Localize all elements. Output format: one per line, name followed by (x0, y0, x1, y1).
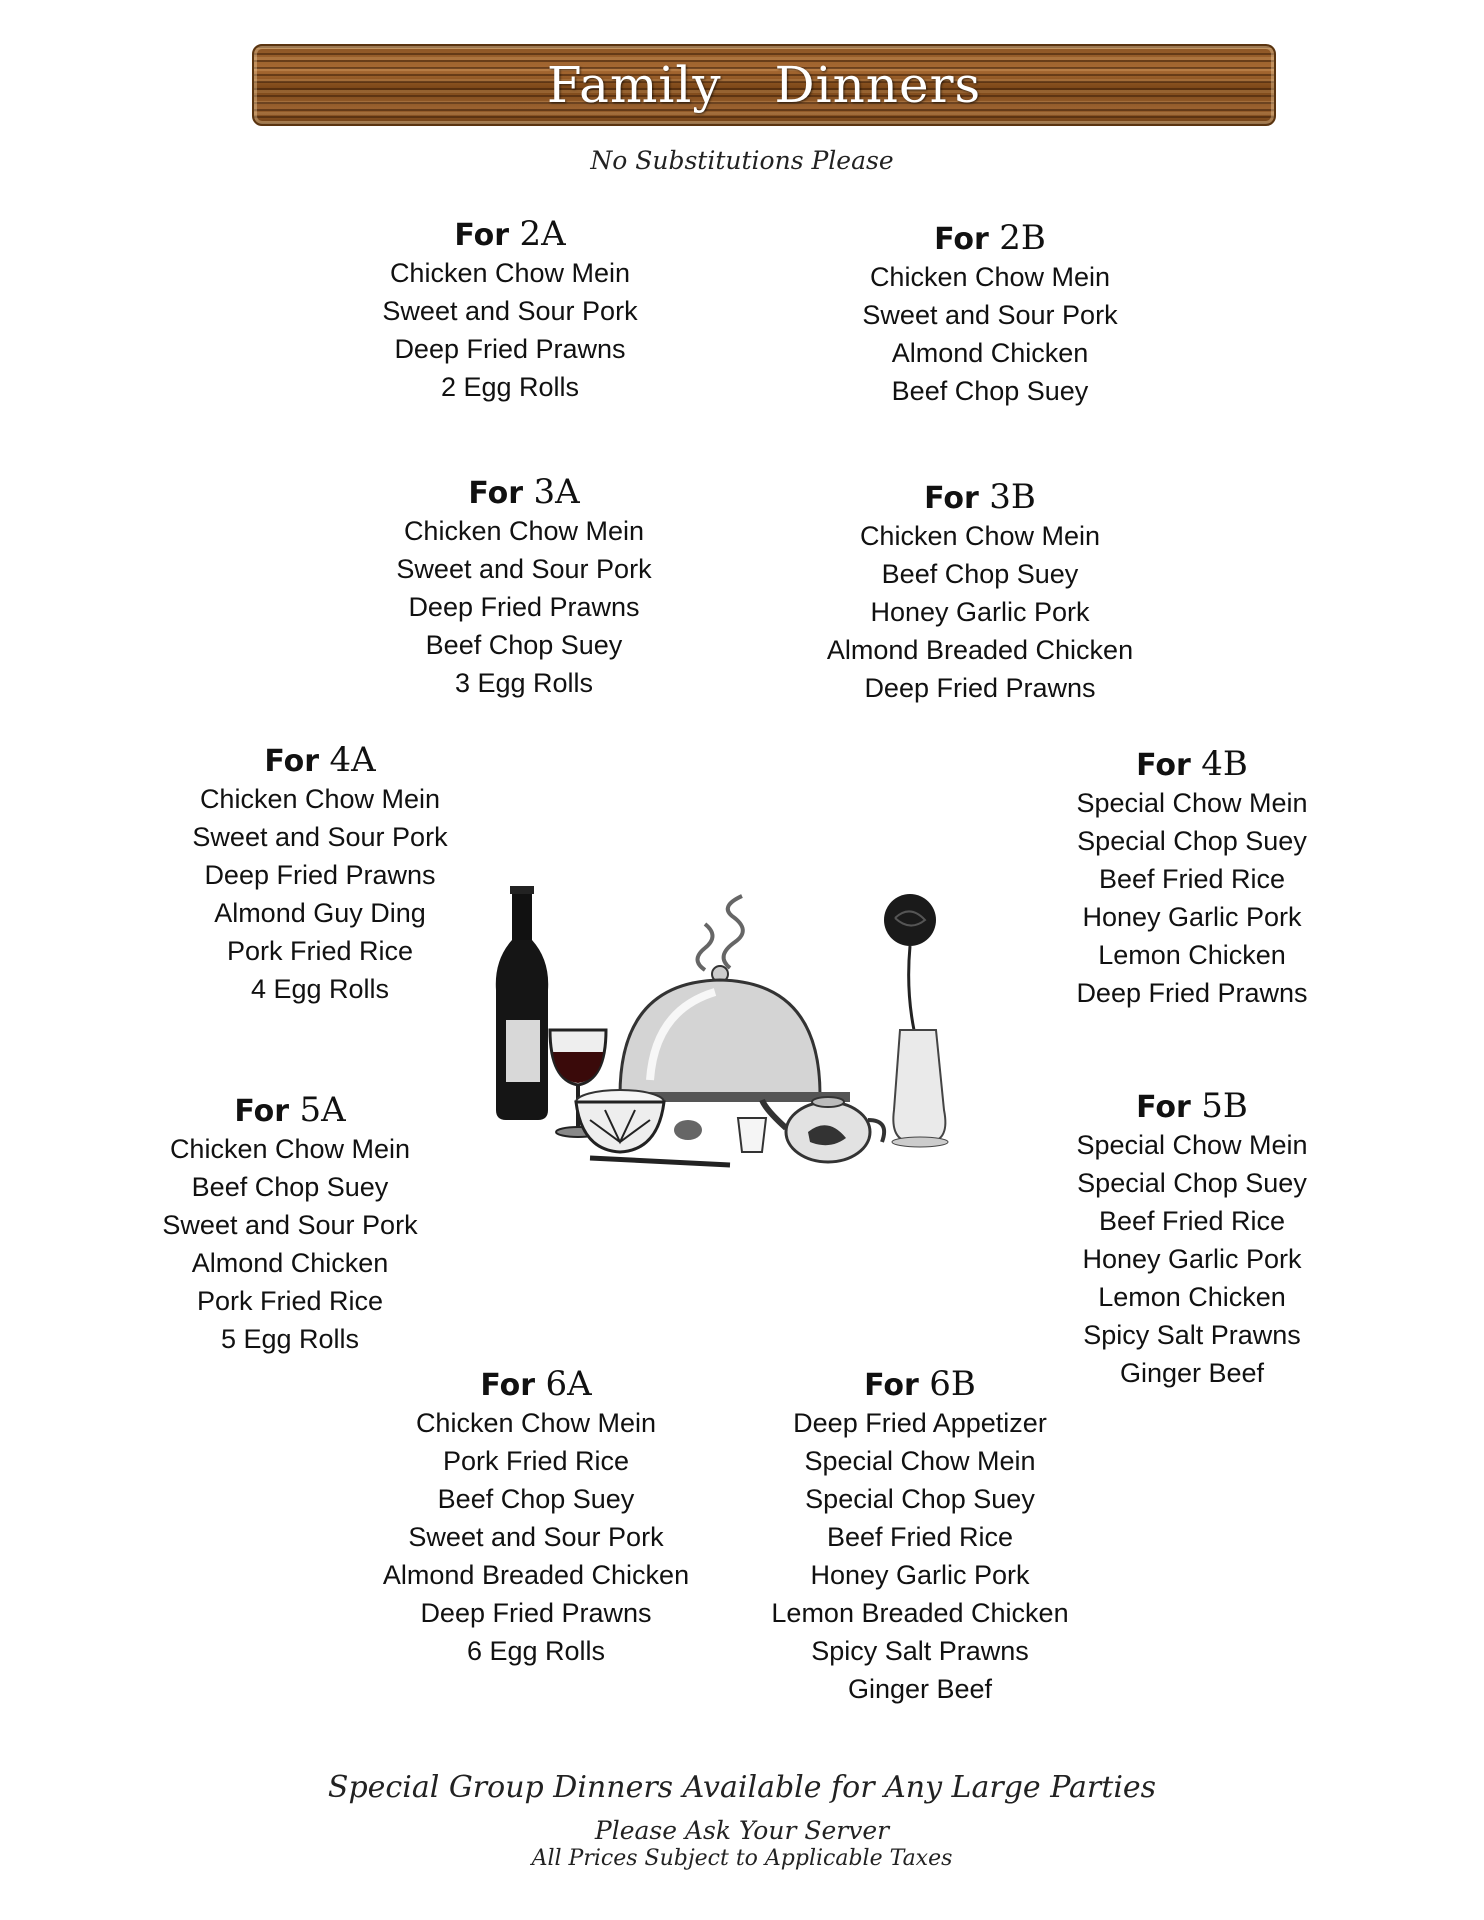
menu-for-3a (334, 472, 714, 702)
menu-item: 6 Egg Rolls (466, 1636, 606, 1666)
menu-heading (730, 1364, 1110, 1404)
menu-heading-label: For (480, 1368, 536, 1403)
menu-item: Beef Chop Suey (881, 559, 1079, 589)
menu-for-5b (1002, 1086, 1382, 1392)
menu-item: Almond Chicken (191, 1248, 389, 1278)
menu-item: Spicy Salt Prawns (1083, 1320, 1301, 1350)
menu-item: Chicken Chow Mein (403, 516, 645, 546)
dinner-table-illustration (490, 880, 970, 1180)
footer-taxes: All Prices Subject to Applicable Taxes (531, 1846, 953, 1871)
menu-item-list (730, 1404, 1110, 1708)
menu-heading-code: 3A (533, 472, 580, 512)
menu-heading (800, 218, 1180, 258)
menu-heading (130, 740, 510, 780)
menu-item: Pork Fried Rice (226, 936, 414, 966)
menu-item: 2 Egg Rolls (440, 372, 580, 402)
menu-heading-code: 3B (989, 477, 1036, 517)
menu-item: Beef Fried Rice (826, 1522, 1014, 1552)
menu-item-list (1002, 784, 1382, 1012)
serving-dome-icon (600, 966, 850, 1102)
menu-heading (1002, 744, 1382, 784)
menu-item: Ginger Beef (1119, 1358, 1265, 1388)
menu-item: Deep Fried Prawns (394, 334, 626, 364)
menu-heading (320, 214, 700, 254)
subtitle: No Substitutions Please (590, 146, 894, 175)
page-title: Family Dinners (546, 56, 982, 114)
rose-vase-icon (884, 894, 948, 1147)
menu-item: Sweet and Sour Pork (382, 296, 638, 326)
menu-item: Pork Fried Rice (196, 1286, 384, 1316)
menu-for-4b (1002, 744, 1382, 1012)
menu-item: Beef Fried Rice (1098, 864, 1286, 894)
menu-heading (1002, 1086, 1382, 1126)
dish-icon (674, 1120, 702, 1140)
menu-item: Chicken Chow Mein (869, 262, 1111, 292)
menu-heading (790, 477, 1170, 517)
menu-item: Deep Fried Prawns (204, 860, 436, 890)
menu-item-list (320, 254, 700, 406)
menu-heading (334, 472, 714, 512)
menu-for-3b (790, 477, 1170, 707)
menu-item: Deep Fried Prawns (1076, 978, 1308, 1008)
footer-ask-server: Please Ask Your Server (594, 1816, 890, 1845)
menu-item: Honey Garlic Pork (1082, 902, 1302, 932)
rice-bowl-icon (576, 1090, 664, 1152)
menu-item: Special Chow Mein (1076, 1130, 1308, 1160)
teacup-icon (738, 1118, 766, 1152)
menu-item: Special Chop Suey (1077, 826, 1307, 856)
menu-item: Beef Chop Suey (191, 1172, 389, 1202)
menu-heading-code: 6A (545, 1364, 592, 1404)
menu-item: Sweet and Sour Pork (408, 1522, 664, 1552)
menu-item: Beef Chop Suey (437, 1484, 635, 1514)
chopsticks-icon (590, 1158, 730, 1165)
menu-heading-code: 6B (929, 1364, 976, 1404)
teapot-icon (762, 1097, 884, 1162)
menu-item: Chicken Chow Mein (415, 1408, 657, 1438)
menu-heading-label: For (1136, 748, 1191, 783)
menu-item-list (790, 517, 1170, 707)
title-banner (252, 44, 1276, 126)
menu-heading-code: 4B (1201, 744, 1248, 784)
menu-item: Chicken Chow Mein (169, 1134, 411, 1164)
menu-item: Chicken Chow Mein (389, 258, 631, 288)
menu-heading-code: 5A (299, 1090, 346, 1130)
menu-item-list (346, 1404, 726, 1670)
menu-heading-label: For (234, 1094, 290, 1129)
menu-heading-label: For (924, 481, 979, 516)
steam-icon (698, 896, 743, 970)
menu-heading (100, 1090, 480, 1130)
footer-group-dinners: Special Group Dinners Available for Any Large Parties (327, 1770, 1157, 1805)
menu-item: Sweet and Sour Pork (396, 554, 652, 584)
menu-item: Spicy Salt Prawns (811, 1636, 1029, 1666)
menu-item: Chicken Chow Mein (199, 784, 441, 814)
menu-item-list (130, 780, 510, 1008)
menu-item: Beef Fried Rice (1098, 1206, 1286, 1236)
menu-item: 4 Egg Rolls (250, 974, 390, 1004)
menu-item: Deep Fried Prawns (864, 673, 1096, 703)
menu-item: Sweet and Sour Pork (862, 300, 1118, 330)
menu-item-list (800, 258, 1180, 410)
menu-heading-label: For (468, 476, 524, 511)
menu-item-list (1002, 1126, 1382, 1392)
menu-heading-label: For (264, 744, 320, 779)
menu-heading-label: For (454, 218, 510, 253)
menu-for-2b (800, 218, 1180, 410)
menu-heading (346, 1364, 726, 1404)
wine-bottle-icon (496, 886, 548, 1120)
menu-item: Almond Breaded Chicken (826, 635, 1134, 665)
menu-item-list (334, 512, 714, 702)
menu-heading-code: 5B (1201, 1086, 1248, 1126)
menu-item: Almond Breaded Chicken (382, 1560, 690, 1590)
menu-item: Sweet and Sour Pork (162, 1210, 418, 1240)
menu-for-6b (730, 1364, 1110, 1708)
menu-item: Almond Chicken (891, 338, 1089, 368)
menu-item: Special Chow Mein (1076, 788, 1308, 818)
menu-heading-label: For (934, 222, 989, 257)
menu-item: Special Chow Mein (804, 1446, 1036, 1476)
menu-item: Honey Garlic Pork (870, 597, 1090, 627)
menu-item: 5 Egg Rolls (220, 1324, 360, 1354)
menu-item: Honey Garlic Pork (1082, 1244, 1302, 1274)
menu-item: Beef Chop Suey (891, 376, 1089, 406)
menu-heading-code: 2A (519, 214, 566, 254)
menu-for-6a (346, 1364, 726, 1670)
menu-item: Almond Guy Ding (214, 898, 426, 928)
menu-item: Beef Chop Suey (425, 630, 623, 660)
menu-heading-label: For (1136, 1090, 1191, 1125)
menu-for-5a (100, 1090, 480, 1358)
menu-item-list (100, 1130, 480, 1358)
menu-heading-code: 4A (329, 740, 376, 780)
menu-item: Lemon Breaded Chicken (771, 1598, 1069, 1628)
menu-item: Deep Fried Prawns (420, 1598, 652, 1628)
menu-item: 3 Egg Rolls (454, 668, 594, 698)
menu-item: Honey Garlic Pork (810, 1560, 1030, 1590)
menu-item: Lemon Chicken (1098, 1282, 1286, 1312)
menu-for-2a (320, 214, 700, 406)
menu-item: Deep Fried Appetizer (793, 1408, 1047, 1438)
menu-heading-label: For (864, 1368, 919, 1403)
menu-item: Pork Fried Rice (442, 1446, 630, 1476)
menu-heading-code: 2B (999, 218, 1046, 258)
menu-item: Special Chop Suey (1077, 1168, 1307, 1198)
menu-item: Deep Fried Prawns (408, 592, 640, 622)
menu-item: Chicken Chow Mein (859, 521, 1101, 551)
menu-item: Ginger Beef (847, 1674, 993, 1704)
menu-item: Sweet and Sour Pork (192, 822, 448, 852)
menu-item: Lemon Chicken (1098, 940, 1286, 970)
menu-for-4a (130, 740, 510, 1008)
menu-item: Special Chop Suey (805, 1484, 1035, 1514)
